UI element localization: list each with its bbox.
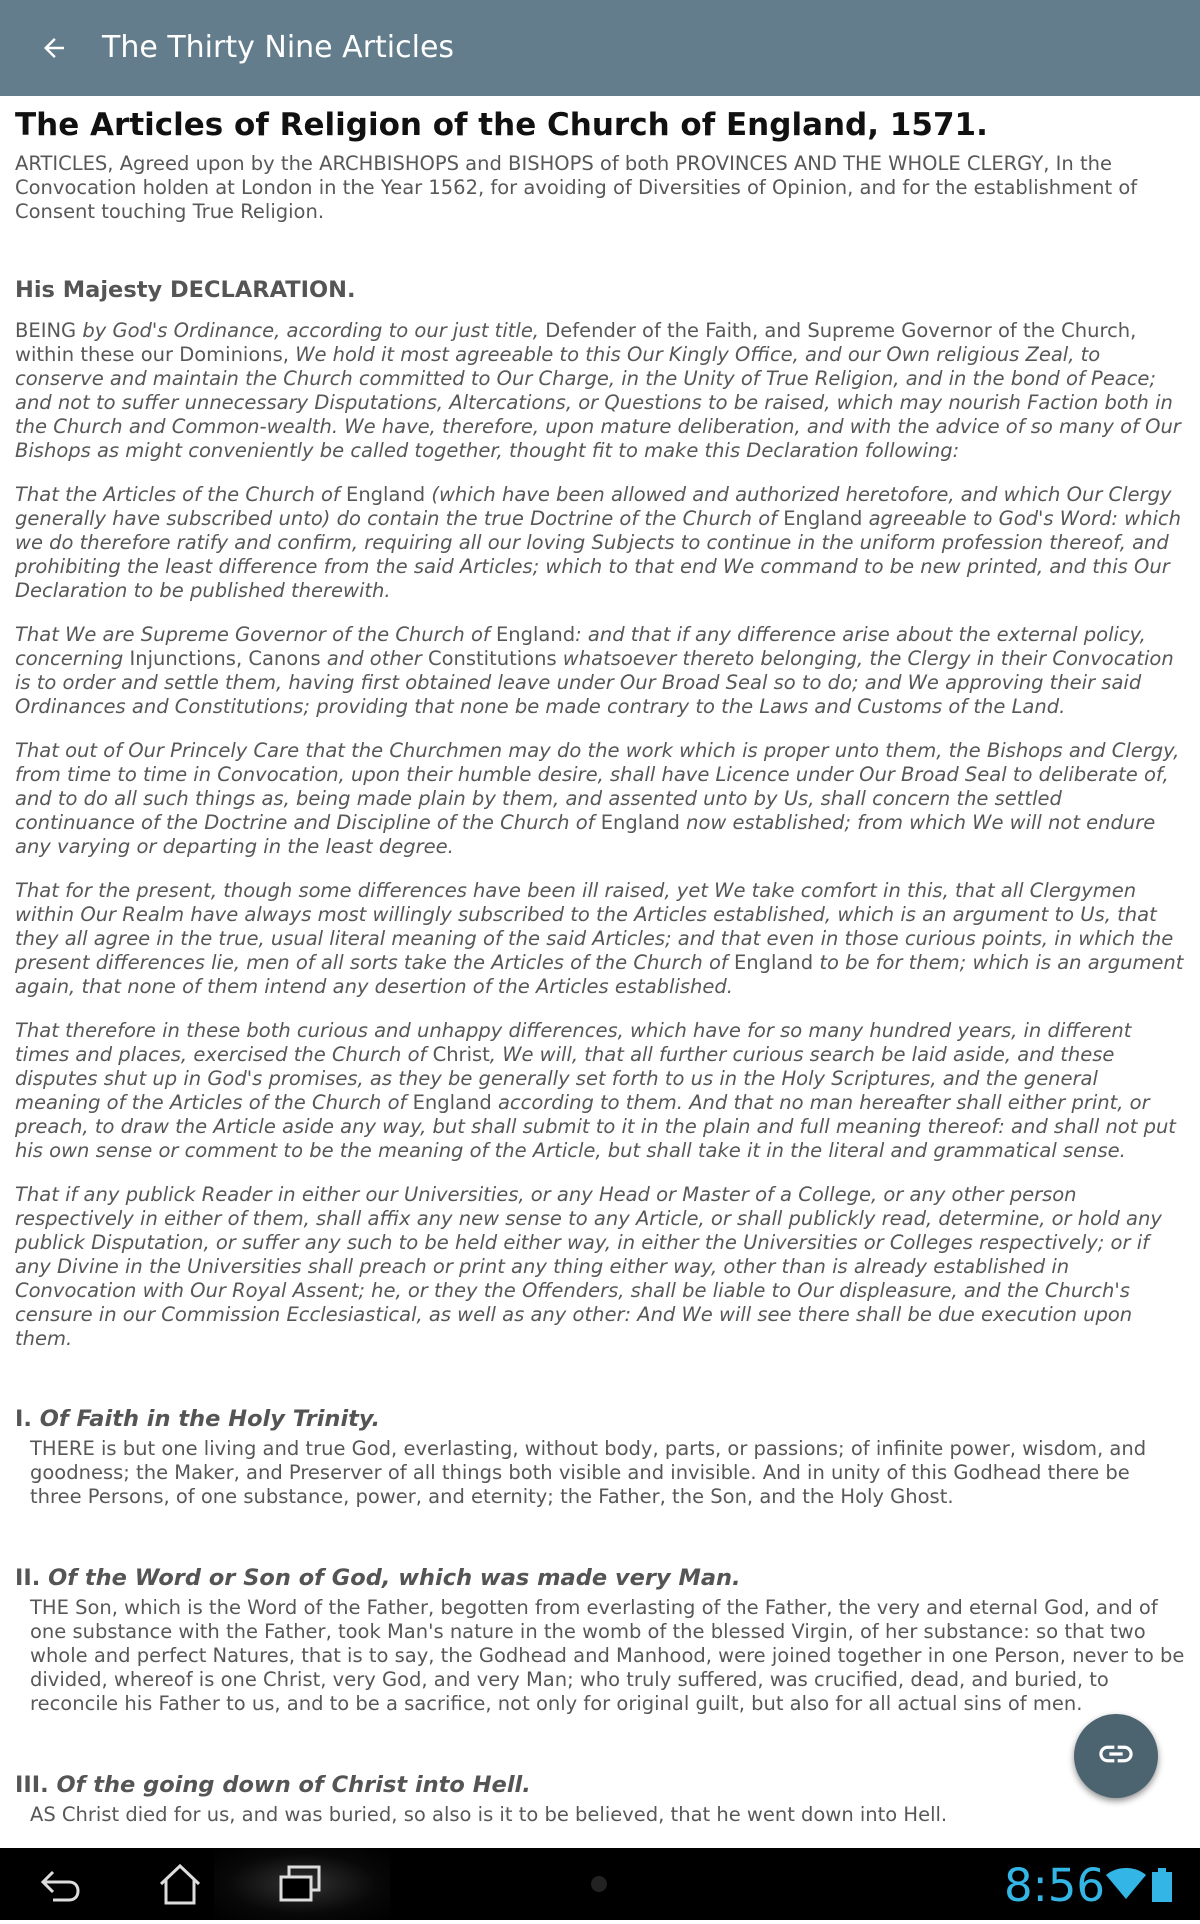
nav-back-icon[interactable]: [0, 1848, 120, 1920]
document-title: The Articles of Religion of the Church of England, 1571.: [15, 107, 988, 143]
declaration-paragraph: That if any publick Reader in either our Universities, or any Head or Master of a College, or any other person respectively in either of them, shall affix any new sense to any Article, or shall publickly read, determine, or hold any publick Disputation, or suffer any such to be held either way, in either the Universities or Colleges respectively; or if any Divine in the Universities shall preach or print any thing either way, other than is already established in Convocation with Our Royal Assent; he, or they the Offenders, shall be liable to Our displeasure, and the Church's censure in our Commission Ecclesiastical, as well as any other: And We will see there shall be due execution upon them.: [15, 1183, 1162, 1350]
declaration-title: His Majesty DECLARATION.: [15, 277, 356, 303]
declaration-paragraph: That the Articles of the Church of England (which have been allowed and authorized heretofore, and which Our Clergy generally have subscribed unto) do contain the true Doctrine of the Church of England agreeable to God's Word: which we do therefore ratify and confirm, requiring all our loving Subjects to continue in the uniform profession thereof, and prohibiting the least difference from the said Articles; which to that end We command to be new printed, and this Our Declaration to be published therewith.: [15, 483, 1181, 602]
link-icon: [1096, 1734, 1136, 1778]
article-body: THERE is but one living and true God, everlasting, without body, parts, or passions; of infinite power, wisdom, and goodness; the Maker, and Preserver of all things both visible and invisible. And in unity of this Godhead there be three Persons, of one substance, power, and eternity; the Father, the Son, and the Holy Ghost.: [30, 1437, 1147, 1508]
nav-home-icon[interactable]: [120, 1848, 240, 1920]
declaration-paragraph: That therefore in these both curious and unhappy differences, which have for so many hundred years, in different times and places, exercised the Church of Christ, We will, that all further curious search be laid aside, and these disputes shut up in God's promises, as they be generally set forth to us in the Holy Scriptures, and the general meaning of the Articles of the Church of England according to them. And that no man hereafter shall either print, or preach, to draw the Article aside any way, but shall submit to it in the plain and full meaning thereof: and shall not put his own sense or comment to be the meaning of the Article, but shall take it in the literal and grammatical sense.: [15, 1019, 1176, 1162]
declaration-paragraph: That for the present, though some differences have been ill raised, yet We take comfort in this, that all Clergymen within Our Realm have always most willingly subscribed to the Articles established, which is an argument to Us, that they all agree in the true, usual literal meaning of the said Articles; and that even in those curious points, in which the present differences lie, men of all sorts take the Articles of the Church of England to be for them; which is an argument again, that none of them intend any desertion of the Articles established.: [15, 879, 1184, 998]
declaration-paragraph: That We are Supreme Governor of the Church of England: and that if any difference arise about the external policy, concerning Injunctions, Canons and other Constitutions whatsoever thereto belonging, the Clergy in their Convocation is to order and settle them, having first obtained leave under Our Broad Seal so to do; and We approving their said Ordinances and Constitutions; providing that none be made contrary to the Laws and Customs of the Land.: [15, 623, 1174, 718]
nav-recents-icon[interactable]: [240, 1848, 360, 1920]
article-body: AS Christ died for us, and was buried, so also is it to be believed, that he went down into Hell.: [30, 1803, 948, 1826]
article-body: THE Son, which is the Word of the Father, begotten from everlasting of the Father, the very and eternal God, and of one substance with the Father, took Man's nature in the womb of the blessed Virgin, of her substance: so that two whole and perfect Natures, that is to say, the Godhead and Manhood, were joined together in one Person, never to be divided, whereof is one Christ, very God, and very Man; who truly suffered, was crucified, dead, and buried, to reconcile his Father to us, and to be a sacrifice, not only for original guilt, but also for all actual sins of men.: [30, 1596, 1185, 1715]
wifi-icon: [1106, 1868, 1146, 1904]
intro-paragraph: ARTICLES, Agreed upon by the ARCHBISHOPS and BISHOPS of both PROVINCES AND THE WHOLE CLERGY, In the Convocation holden at London in the Year 1562, for avoiding of Diversities of Opinion, and for the establishment of Consent touching True Religion.: [15, 152, 1138, 223]
app-title: The Thirty Nine Articles: [102, 30, 455, 65]
app-bar: [0, 0, 1200, 96]
declaration-paragraph: BEING by God's Ordinance, according to our just title, Defender of the Faith, and Supreme Governor of the Church, within these our Dominions, We hold it most agreeable to this Our Kingly Office, and our Own religious Zeal, to conserve and maintain the Church committed to Our Charge, in the Unity of True Religion, and in the bond of Peace; and not to suffer unnecessary Disputations, Altercations, or Questions to be raised, which may nourish Faction both in the Church and Common-wealth. We have, therefore, upon mature deliberation, and with the advice of so many of Our Bishops as might conveniently be called together, thought fit to make this Declaration following:: [15, 319, 1181, 462]
article-title: I. Of Faith in the Holy Trinity.: [15, 1406, 381, 1432]
link-button[interactable]: [1074, 1714, 1158, 1798]
article-content[interactable]: [0, 96, 1200, 1848]
article-title: II. Of the Word or Son of God, which was made very Man.: [15, 1565, 741, 1591]
declaration-paragraph: That out of Our Princely Care that the Churchmen may do the work which is proper unto them, the Bishops and Clergy, from time to time in Convocation, upon their humble desire, shall have Licence under Our Broad Seal to deliberate of, and to do all such things as, being made plain by them, and assented unto by Us, shall concern the settled continuance of the Doctrine and Discipline of the Church of England now established; from which We will not endure any varying or departing in the least degree.: [15, 739, 1180, 858]
status-time: 8:56: [1004, 1859, 1106, 1912]
battery-icon: [1152, 1868, 1172, 1906]
system-nav-bar: [0, 1848, 1200, 1920]
nav-indicator-dot: [591, 1876, 607, 1892]
arrow-left-icon[interactable]: [30, 24, 78, 72]
article-title: III. Of the going down of Christ into Hell.: [15, 1772, 531, 1798]
